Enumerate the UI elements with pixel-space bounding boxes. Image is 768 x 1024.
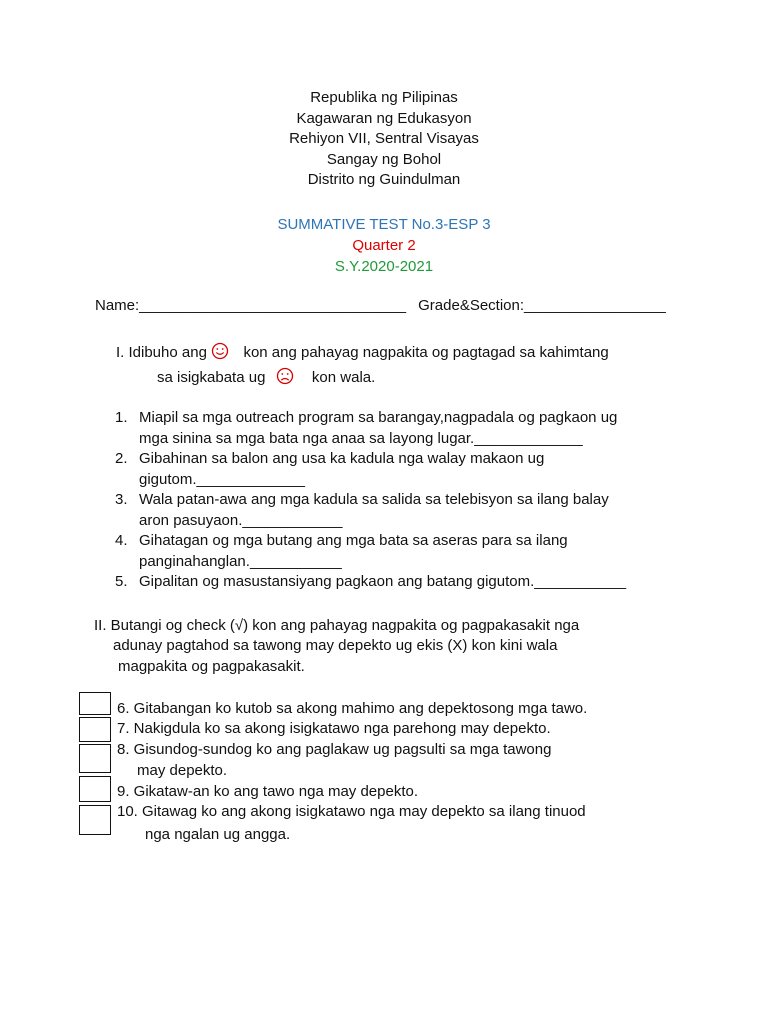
- part2-item-9: 9. Gikataw-an ko ang tawo nga may depekto.: [117, 783, 419, 800]
- header-line-4: Sangay ng Bohol: [326, 150, 442, 168]
- name-field[interactable]: Name:________________________________: [95, 297, 407, 314]
- part1-list: [115, 408, 626, 593]
- test-titles: [0, 214, 768, 277]
- answer-box-9[interactable]: [79, 776, 111, 802]
- smiley-icon: [211, 342, 229, 364]
- header-line-1: Republika ng Pilipinas: [310, 89, 458, 106]
- name-grade-row: [95, 297, 666, 314]
- part2-instruction-line1: II. Butangi og check (√) kon ang pahayag nagpakita og pagpakasakit nga: [94, 617, 580, 634]
- part1-instr-d: kon wala.: [311, 369, 376, 386]
- header-line-5: Distrito ng Guindulman: [307, 171, 461, 188]
- answer-box-10[interactable]: [79, 805, 111, 835]
- part1-instruction-line1: [116, 342, 609, 364]
- part1-instruction-line2: [157, 367, 375, 389]
- frown-icon: [276, 367, 294, 389]
- part2-item-8-cont: may depekto.: [137, 762, 228, 779]
- answer-box-7[interactable]: [79, 717, 111, 742]
- part2-instruction-line2: adunay pagtahod sa tawong may depekto ug ekis (X) kon kini wala: [113, 637, 558, 654]
- list-item[interactable]: 5. Gipalitan og masustansiyang pagkaon ang batang gigutom.___________: [115, 573, 627, 590]
- part2-item-7: 7. Nakigdula ko sa akong isigkatawo nga parehong may depekto.: [117, 720, 551, 737]
- part2-item-8: 8. Gisundog-sundog ko ang paglakaw ug pagsulti sa mga tawong: [117, 741, 552, 758]
- list-item: 3. Wala patan-awa ang mga kadula sa salida sa telebisyon sa ilang balay aron pasuyaon.____________: [115, 491, 609, 529]
- quarter-label: Quarter 2: [352, 237, 416, 254]
- part1-instr-b: kon ang pahayag nagpakita og pagtagad sa kahimtang: [243, 344, 609, 361]
- header-line-2: Kagawaran ng Edukasyon: [296, 109, 472, 127]
- test-title: SUMMATIVE TEST No.3-ESP 3: [277, 216, 491, 233]
- list-item: 2. Gibahinan sa balon ang usa ka kadula nga walay makaon ug gigutom._____________: [115, 450, 545, 488]
- part2-item-6: 6. Gitabangan ko kutob sa akong mahimo ang depektosong mga tawo.: [117, 700, 588, 717]
- part2-item-10-cont: nga ngalan ug angga.: [145, 826, 291, 843]
- answer-box-6[interactable]: [79, 692, 111, 715]
- part1-instr-a: I. Idibuho ang: [116, 344, 207, 361]
- answer-box-8[interactable]: [79, 744, 111, 773]
- school-year: S.Y.2020-2021: [334, 258, 434, 275]
- list-item: 4. Gihatagan og mga butang ang mga bata sa aseras para sa ilang panginahanglan.___________: [115, 532, 568, 570]
- header-line-3: Rehiyon VII, Sentral Visayas: [289, 130, 479, 147]
- list-item: 1. Miapil sa mga outreach program sa barangay,nagpadala og pagkaon ug mga sinina sa mga bata nga anaa sa layong lugar._____________: [115, 409, 618, 447]
- school-header: [0, 88, 768, 191]
- part2-instruction-line3: magpakita og pagpakasakit.: [118, 658, 305, 675]
- part2-item-10: 10. Gitawag ko ang akong isigkatawo nga may depekto sa ilang tinuod: [117, 803, 586, 820]
- grade-section-field[interactable]: Grade&Section:_________________: [418, 297, 666, 314]
- part1-instr-c: sa isigkabata ug: [157, 369, 266, 386]
